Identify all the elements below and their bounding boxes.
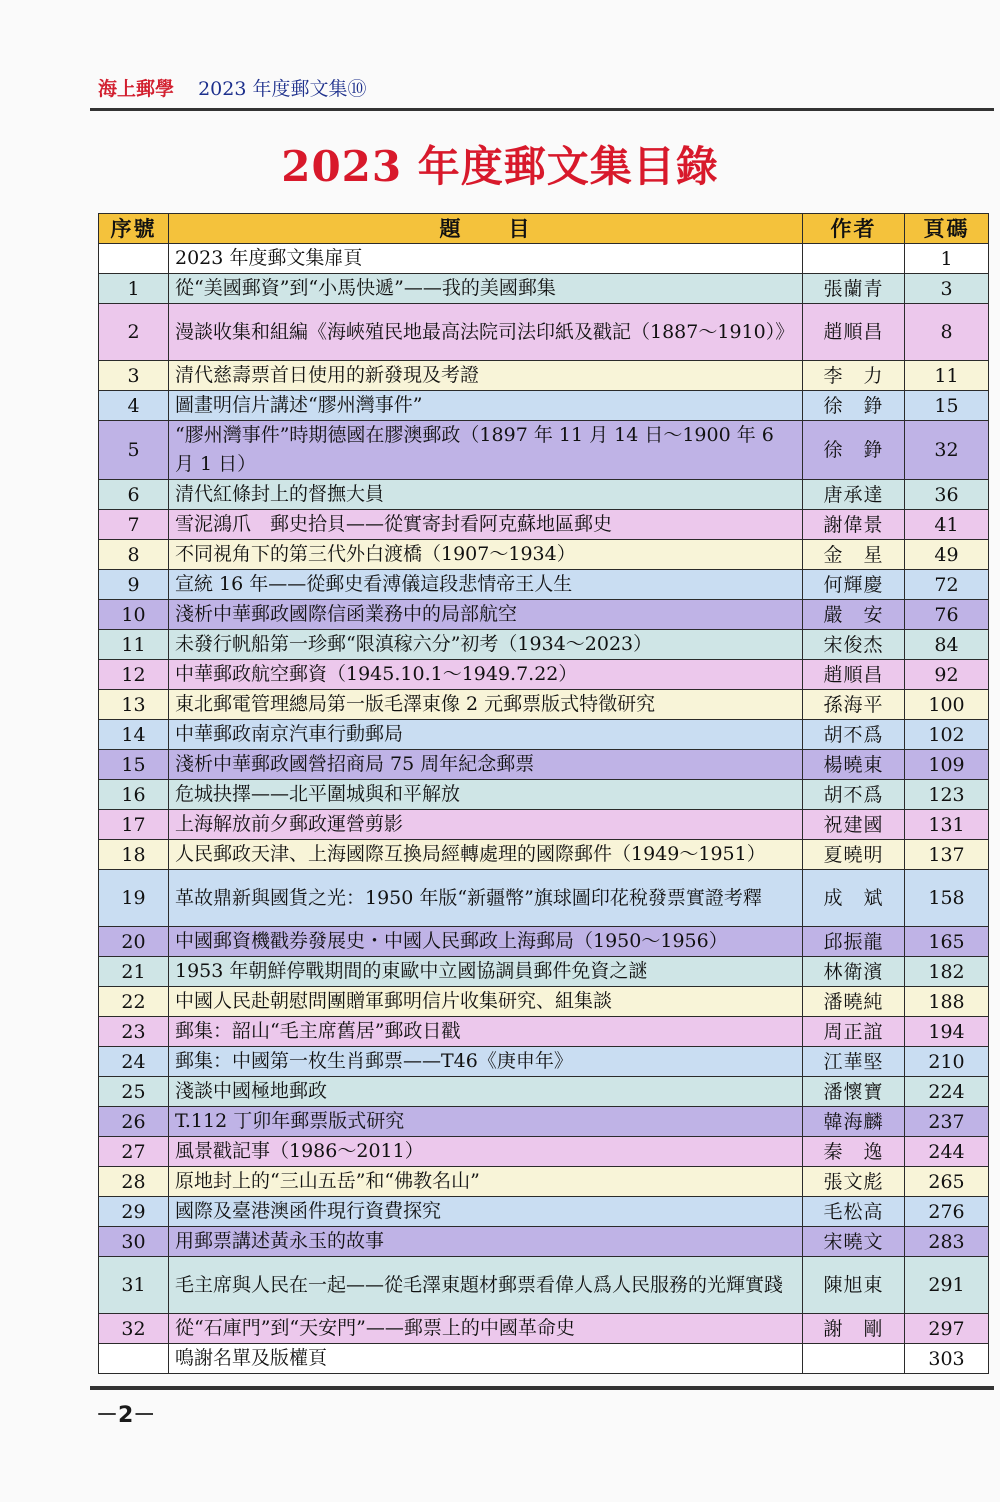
entry-author: 徐 錚 xyxy=(803,391,905,421)
entry-page: 11 xyxy=(905,361,989,391)
entry-number: 19 xyxy=(99,870,169,927)
entry-topic: 革故鼎新與國貨之光：1950 年版“新疆幣”旗球圖印花稅發票實證考釋 xyxy=(169,870,803,927)
entry-page: 41 xyxy=(905,510,989,540)
running-header xyxy=(98,74,366,101)
entry-number: 15 xyxy=(99,750,169,780)
entry-topic: 不同視角下的第三代外白渡橋（1907～1934） xyxy=(169,540,803,570)
entry-topic: 淺析中華郵政國營招商局 75 周年紀念郵票 xyxy=(169,750,803,780)
entry-number: 13 xyxy=(99,690,169,720)
entry-topic: 從“美國郵資”到“小馬快遞”——我的美國郵集 xyxy=(169,274,803,304)
entry-number: 4 xyxy=(99,391,169,421)
table-row xyxy=(99,540,989,570)
table-body xyxy=(99,244,989,1374)
entry-number: 27 xyxy=(99,1137,169,1167)
entry-author: 江華堅 xyxy=(803,1047,905,1077)
entry-author: 秦 逸 xyxy=(803,1137,905,1167)
entry-number: 17 xyxy=(99,810,169,840)
entry-author: 嚴 安 xyxy=(803,600,905,630)
entry-topic: 國際及臺港澳函件現行資費探究 xyxy=(169,1197,803,1227)
entry-page: 3 xyxy=(905,274,989,304)
entry-number: 18 xyxy=(99,840,169,870)
entry-topic: T.112 丁卯年郵票版式研究 xyxy=(169,1107,803,1137)
entry-page: 224 xyxy=(905,1077,989,1107)
entry-page: 283 xyxy=(905,1227,989,1257)
entry-topic: 毛主席與人民在一起——從毛澤東題材郵票看偉人爲人民服務的光輝實踐 xyxy=(169,1257,803,1314)
entry-page: 15 xyxy=(905,391,989,421)
entry-author xyxy=(803,1344,905,1374)
entry-number: 11 xyxy=(99,630,169,660)
entry-number: 25 xyxy=(99,1077,169,1107)
entry-topic: 危城抉擇——北平圍城與和平解放 xyxy=(169,780,803,810)
entry-page: 32 xyxy=(905,421,989,480)
entry-topic: 原地封上的“三山五岳”和“佛教名山” xyxy=(169,1167,803,1197)
entry-page: 265 xyxy=(905,1167,989,1197)
table-row xyxy=(99,570,989,600)
column-header-author: 作者 xyxy=(803,214,905,244)
entry-author: 謝偉景 xyxy=(803,510,905,540)
table-row xyxy=(99,957,989,987)
entry-author: 林衛濱 xyxy=(803,957,905,987)
entry-topic: 未發行帆船第一珍郵“限滇稼六分”初考（1934～2023） xyxy=(169,630,803,660)
table-row xyxy=(99,1137,989,1167)
entry-author: 孫海平 xyxy=(803,690,905,720)
entry-page: 36 xyxy=(905,480,989,510)
entry-page: 158 xyxy=(905,870,989,927)
entry-number xyxy=(99,1344,169,1374)
table-row xyxy=(99,870,989,927)
entry-page: 100 xyxy=(905,690,989,720)
entry-topic: 上海解放前夕郵政運營剪影 xyxy=(169,810,803,840)
entry-number: 5 xyxy=(99,421,169,480)
table-row xyxy=(99,421,989,480)
entry-number: 20 xyxy=(99,927,169,957)
entry-number: 12 xyxy=(99,660,169,690)
entry-page: 137 xyxy=(905,840,989,870)
table-row xyxy=(99,480,989,510)
page-title: 2023 年度郵文集目錄 xyxy=(281,142,719,191)
entry-author: 趙順昌 xyxy=(803,304,905,361)
entry-author: 陳旭東 xyxy=(803,1257,905,1314)
table-row xyxy=(99,510,989,540)
entry-topic: 東北郵電管理總局第一版毛澤東像 2 元郵票版式特徵研究 xyxy=(169,690,803,720)
footer-rule xyxy=(90,1386,994,1390)
table-row xyxy=(99,630,989,660)
table-row xyxy=(99,750,989,780)
entry-topic: 2023 年度郵文集扉頁 xyxy=(169,244,803,274)
table-row xyxy=(99,1197,989,1227)
entry-number: 1 xyxy=(99,274,169,304)
entry-author: 宋曉文 xyxy=(803,1227,905,1257)
entry-page: 84 xyxy=(905,630,989,660)
entry-topic: 中華郵政航空郵資（1945.10.1～1949.7.22） xyxy=(169,660,803,690)
table-row xyxy=(99,1227,989,1257)
entry-topic: 從“石庫門”到“天安門”——郵票上的中國革命史 xyxy=(169,1314,803,1344)
entry-page: 194 xyxy=(905,1017,989,1047)
entry-page: 49 xyxy=(905,540,989,570)
entry-author: 周正誼 xyxy=(803,1017,905,1047)
entry-topic: 風景戳記事（1986～2011） xyxy=(169,1137,803,1167)
entry-number: 14 xyxy=(99,720,169,750)
table-row xyxy=(99,1257,989,1314)
entry-topic: 1953 年朝鮮停戰期間的東歐中立國協調員郵件免資之謎 xyxy=(169,957,803,987)
entry-number: 2 xyxy=(99,304,169,361)
entry-topic: 郵集：韶山“毛主席舊居”郵政日戳 xyxy=(169,1017,803,1047)
entry-author: 毛松高 xyxy=(803,1197,905,1227)
table-row xyxy=(99,274,989,304)
table-row xyxy=(99,780,989,810)
entry-author: 祝建國 xyxy=(803,810,905,840)
entry-number: 6 xyxy=(99,480,169,510)
table-row xyxy=(99,391,989,421)
table-row xyxy=(99,1077,989,1107)
entry-number: 26 xyxy=(99,1107,169,1137)
entry-number: 3 xyxy=(99,361,169,391)
entry-author: 胡不爲 xyxy=(803,720,905,750)
entry-number: 8 xyxy=(99,540,169,570)
entry-page: 182 xyxy=(905,957,989,987)
entry-page: 76 xyxy=(905,600,989,630)
page-number: －2－ xyxy=(96,1403,156,1428)
entry-topic: 清代紅條封上的督撫大員 xyxy=(169,480,803,510)
table-row xyxy=(99,244,989,274)
table-row xyxy=(99,987,989,1017)
entry-author: 何輝慶 xyxy=(803,570,905,600)
entry-page: 244 xyxy=(905,1137,989,1167)
entry-author: 張文彪 xyxy=(803,1167,905,1197)
entry-number: 30 xyxy=(99,1227,169,1257)
entry-number: 28 xyxy=(99,1167,169,1197)
table-row xyxy=(99,690,989,720)
entry-page: 1 xyxy=(905,244,989,274)
entry-topic: 中華郵政南京汽車行動郵局 xyxy=(169,720,803,750)
entry-number: 10 xyxy=(99,600,169,630)
entry-topic: 雪泥鴻爪 郵史拾貝——從實寄封看阿克蘇地區郵史 xyxy=(169,510,803,540)
header-subtitle: 2023 年度郵文集⑩ xyxy=(198,78,367,100)
entry-author: 趙順昌 xyxy=(803,660,905,690)
entry-author: 胡不爲 xyxy=(803,780,905,810)
header-rule xyxy=(90,108,994,111)
entry-author: 唐承達 xyxy=(803,480,905,510)
entry-author: 潘懷寶 xyxy=(803,1077,905,1107)
table-row xyxy=(99,600,989,630)
entry-page: 131 xyxy=(905,810,989,840)
entry-author: 楊曉東 xyxy=(803,750,905,780)
table-row xyxy=(99,361,989,391)
entry-page: 291 xyxy=(905,1257,989,1314)
entry-topic: “膠州灣事件”時期德國在膠澳郵政（1897 年 11 月 14 日～1900 年 6 月 1 日） xyxy=(169,421,803,480)
entry-topic: 中國郵資機戳券發展史・中國人民郵政上海郵局（1950～1956） xyxy=(169,927,803,957)
entry-author: 李 力 xyxy=(803,361,905,391)
entry-topic: 郵集：中國第一枚生肖郵票——T46《庚申年》 xyxy=(169,1047,803,1077)
column-header-topic: 題 目 xyxy=(169,214,803,244)
entry-page: 92 xyxy=(905,660,989,690)
entry-page: 188 xyxy=(905,987,989,1017)
entry-author xyxy=(803,244,905,274)
entry-page: 109 xyxy=(905,750,989,780)
entry-topic: 宣統 16 年——從郵史看溥儀這段悲情帝王人生 xyxy=(169,570,803,600)
entry-number xyxy=(99,244,169,274)
entry-page: 165 xyxy=(905,927,989,957)
entry-page: 123 xyxy=(905,780,989,810)
table-row xyxy=(99,1017,989,1047)
entry-topic: 圖畫明信片講述“膠州灣事件” xyxy=(169,391,803,421)
table-row xyxy=(99,720,989,750)
entry-number: 22 xyxy=(99,987,169,1017)
entry-page: 8 xyxy=(905,304,989,361)
entry-author: 韓海麟 xyxy=(803,1107,905,1137)
entry-author: 謝 剛 xyxy=(803,1314,905,1344)
entry-number: 32 xyxy=(99,1314,169,1344)
entry-number: 9 xyxy=(99,570,169,600)
contents-table xyxy=(98,213,989,1374)
entry-number: 7 xyxy=(99,510,169,540)
entry-number: 21 xyxy=(99,957,169,987)
entry-number: 31 xyxy=(99,1257,169,1314)
table-row xyxy=(99,810,989,840)
column-header-page: 頁碼 xyxy=(905,214,989,244)
table-row xyxy=(99,1107,989,1137)
entry-number: 16 xyxy=(99,780,169,810)
entry-topic: 用郵票講述黃永玉的故事 xyxy=(169,1227,803,1257)
entry-topic: 中國人民赴朝慰問團贈軍郵明信片收集研究、組集談 xyxy=(169,987,803,1017)
entry-page: 303 xyxy=(905,1344,989,1374)
header-brand: 海上郵學 xyxy=(98,78,175,100)
entry-number: 23 xyxy=(99,1017,169,1047)
entry-author: 張蘭青 xyxy=(803,274,905,304)
entry-number: 24 xyxy=(99,1047,169,1077)
table-row xyxy=(99,304,989,361)
table-row xyxy=(99,1167,989,1197)
entry-page: 237 xyxy=(905,1107,989,1137)
table-row xyxy=(99,1344,989,1374)
column-header-number: 序號 xyxy=(99,214,169,244)
entry-author: 徐 錚 xyxy=(803,421,905,480)
entry-author: 宋俊杰 xyxy=(803,630,905,660)
entry-topic: 淺談中國極地郵政 xyxy=(169,1077,803,1107)
entry-topic: 清代慈壽票首日使用的新發現及考證 xyxy=(169,361,803,391)
table-row xyxy=(99,1314,989,1344)
table-header-row xyxy=(99,214,989,244)
entry-topic: 鳴謝名單及版權頁 xyxy=(169,1344,803,1374)
entry-page: 297 xyxy=(905,1314,989,1344)
entry-author: 金 星 xyxy=(803,540,905,570)
entry-topic: 漫談收集和組編《海峽殖民地最高法院司法印紙及戳記（1887～1910）》 xyxy=(169,304,803,361)
table-row xyxy=(99,660,989,690)
entry-page: 102 xyxy=(905,720,989,750)
entry-topic: 人民郵政天津、上海國際互換局經轉處理的國際郵件（1949～1951） xyxy=(169,840,803,870)
entry-page: 210 xyxy=(905,1047,989,1077)
entry-author: 夏曉明 xyxy=(803,840,905,870)
entry-author: 邱振龍 xyxy=(803,927,905,957)
entry-author: 潘曉純 xyxy=(803,987,905,1017)
entry-page: 72 xyxy=(905,570,989,600)
table-row xyxy=(99,927,989,957)
table-row xyxy=(99,1047,989,1077)
entry-page: 276 xyxy=(905,1197,989,1227)
entry-author: 成 斌 xyxy=(803,870,905,927)
entry-number: 29 xyxy=(99,1197,169,1227)
table-row xyxy=(99,840,989,870)
entry-topic: 淺析中華郵政國際信函業務中的局部航空 xyxy=(169,600,803,630)
